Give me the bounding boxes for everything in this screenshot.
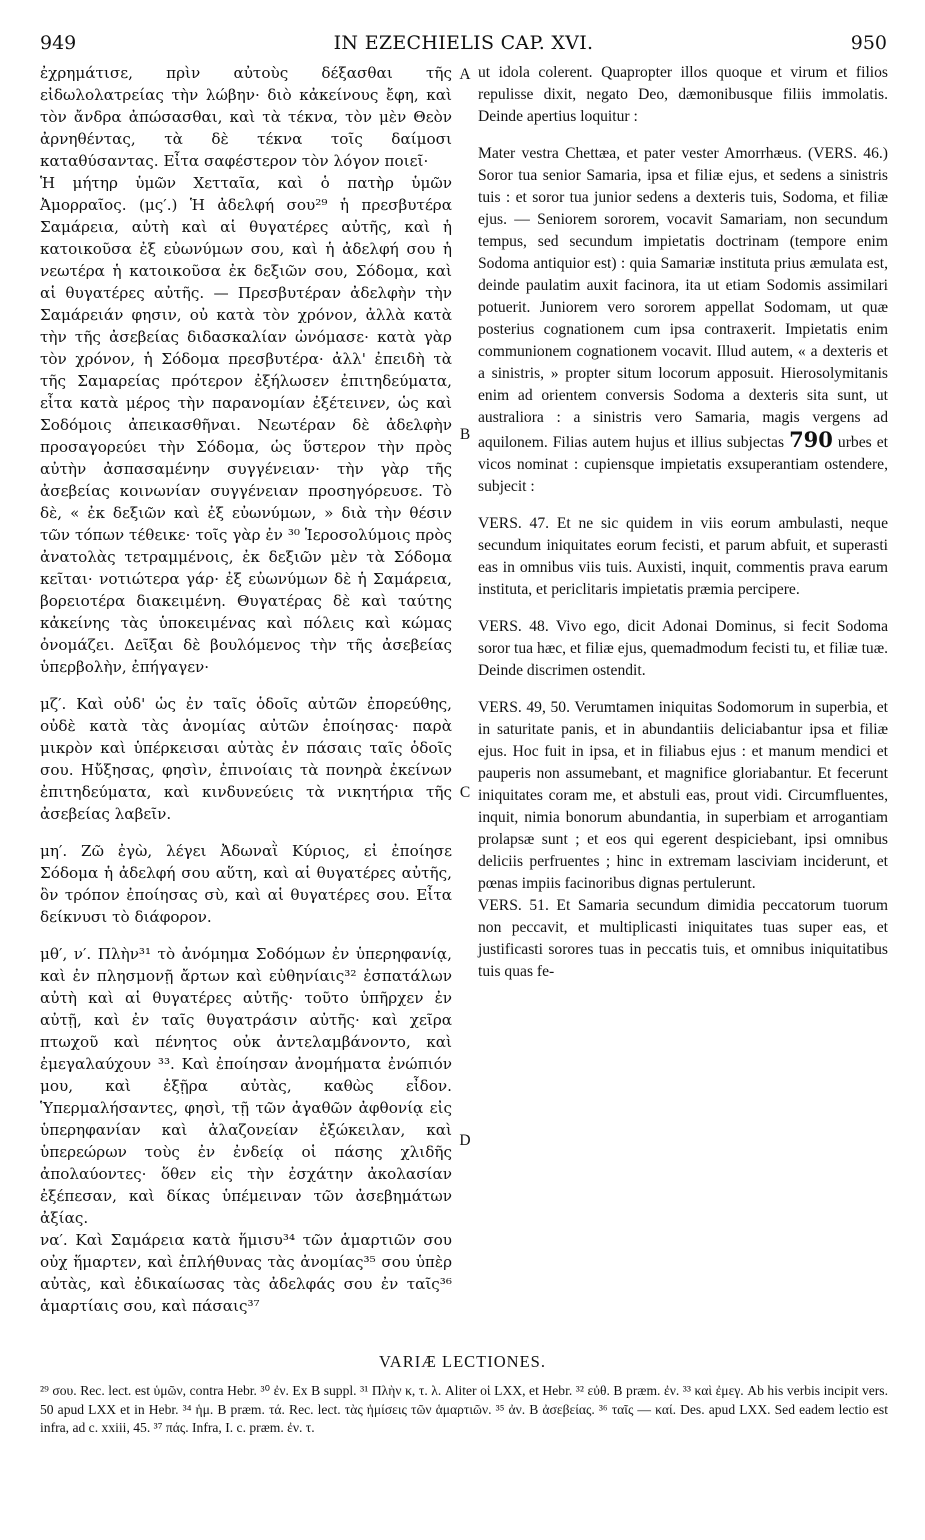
greek-paragraph: μζ′. Καὶ οὐδ' ὡς ἐν ταῖς ὁδοῖς αὐτῶν ἐπορεύθης, οὐδὲ κατὰ τὰς ἀνομίας αὐτῶν ἐποίησας· παρὰ μικρὸν καὶ ὑπέρκεισαι αὐτὰς ἐν πάσαις ταῖς ὁδοῖς σου. Ηὔξησας, φησὶν, ἐπινοίαις τὰ πονηρὰ ἐκείνων ἐπιτηδεύματα, καὶ κινδυνεύεις τὰ νικητήρια τῆς ἀσεβείας λαβεῖν.	[40, 695, 452, 823]
latin-paragraph: VERS. 48. Vivo ego, dicit Adonai Dominus, si fecit Sodoma soror tua hæc, et filiæ ejus, quemadmodum fecisti tu, et filiæ tuæ. Deinde discrimen ostendit.	[478, 618, 888, 679]
latin-paragraph: VERS. 47. Et ne sic quidem in viis eorum ambulasti, neque secundum iniquitates eorum fecisti, et parum abfuit, et superasti eas in omnibus viis tuis. Auxisti, inquit, commentis prava earum instituta, et periclitaris impietatis præmia percipere.	[478, 515, 888, 598]
margin-letter-d: D	[459, 1132, 471, 1149]
greek-paragraph: μη′. Ζῶ ἐγὼ, λέγει Ἀδωναῒ Κύριος, εἰ ἐποίησε Σόδομα ἡ ἀδελφή σου αὕτη, καὶ αἱ θυγατέρες αὐτῆς, ὃν τρόπον ἐποίησας σὺ, καὶ αἱ θυγατέρες σου. Εἶτα δείκνυσι τὸ διάφορον.	[40, 842, 452, 926]
inline-column-number: 790	[789, 427, 833, 452]
latin-paragraph: VERS. 51. Et Samaria secundum dimidia peccatorum tuorum non peccavit, et multiplicasti iniquitates tuas super eas, et justificasti sorores tuas in peccatis tuis, et omnibus iniquitatibus tuis quas fe-	[478, 897, 888, 980]
greek-paragraph: ἐχρημάτισε, πρὶν αὐτοὺς δέξασθαι τῆς εἰδωλολατρείας τὴν λώβην· διὸ κἀκείνους ἔφη, καὶ τὸν ἄνδρα ἀπώσασθαι, καὶ τὰ τέκνα, τὸν μὲν Θεὸν ἀρνηθέντας, τὰ δὲ τέκνα τοῖς δαίμοσι καταθύσαντας. Εἶτα σαφέστερον τὸν λόγον ποιεῖ·	[40, 64, 452, 170]
latin-paragraph: Mater vestra Chettæa, et pater vester Amorrhæus. (VERS. 46.) Soror tua senior Samaria, ipsa et filiæ ejus, et sedens a sinistris tuis : et soror tua junior sedens a dexteris tuis, Sodoma, et filiæ ejus. — Seniorem sororem, vocavit Samariam, non secundum tempus, sed secundum impietatis doctrinam (tempore enim Sodoma antiquior est) : quia Samariæ instituta prius æmulata est, deinde paulatim auxit facinora, ita ut etiam Sodomis assimilari potuerit. Juniorem vero sororem appellat Sodomam, ut quæ posterius cognationem cum ipsa contraxerit. Impietatis enim communionem cognationem vocavit. Illud autem, « a dexteris et a sinistris, » propter situm locorum apposuit. Hierosolymitanis enim ad orientem conversis Sodoma a dexteris sita sunt, ut australiora : a sinistris vero Samaria, magis vergens ad aquilonem. Filias autem hujus et illius subjectas 790 urbes et vicos nominat : cupiensque impietatis exsuperantiam ostendere, subjecit :	[478, 145, 888, 495]
latin-paragraph: VERS. 49, 50. Verumtamen iniquitas Sodomorum in superbia, et in saturitate panis, et in abundantiis deliciabantur ipsa et filiæ ejus. Hoc fuit in ipsa, et in filiabus ejus : et manum mendici et pauperis non assumebant, et magnifice gloriabantur. Et fecerunt iniquitates coram me, et abstuli eas, prout vidi. Circumfluentes, inquit, nimia bonorum abundantia, in superbiam et arrogantiam prolapsæ sunt ; et eos qui egerent despiciebant, ipsi omnibus deliciis perfruentes ; hinc in extremam lasciviam inciderunt, et pœnas impiis facinoribus dignas pertulerunt.	[478, 699, 888, 892]
page-header	[40, 32, 887, 62]
variae-lectiones-notes	[40, 1382, 888, 1438]
margin-letter-c: C	[459, 784, 471, 801]
greek-paragraph: Ἡ μήτηρ ὑμῶν Χετταῖα, καὶ ὁ πατὴρ ὑμῶν Ἀμορραῖος. (μς′.) Ἡ ἀδελφή σου²⁹ ἡ πρεσβυτέρα Σαμάρεια, αὐτὴ καὶ αἱ θυγατέρες αὐτῆς, καὶ ἡ κατοικοῦσα ἐξ εὐωνύμων σου, καὶ ἡ ἀδελφή σου ἡ νεωτέρα ἡ κατοικοῦσα ἐκ δεξιῶν σου, Σόδομα, καὶ αἱ θυγατέρες αὐτῆς. — Πρεσβυτέραν ἀδελφὴν τὴν Σαμάρειάν φησιν, οὐ κατὰ τὸν χρόνον, ἀλλὰ κατὰ τὴν τῆς ἀσεβείας διδασκαλίαν ὠνόμασε· κατὰ γὰρ τὸν χρόνον, ἡ Σόδομα πρεσβυτέρα· ἀλλ' ἐπειδὴ τὰ τῆς Σαμαρείας πρότερον ἐξήλωσεν ἐπιτηδεύματα, εἶτα κατὰ μέρος τὴν παρανομίαν ἐξέτεινεν, ὡς καὶ Σοδόμοις ἀπεικασθῆναι. Νεωτέραν δὲ ἀδελφὴν προσαγορεύει τὴν Σόδομα, ὡς ὕστερον τὴν πρὸς αὐτὴν ἀσπασαμένην συγγένειαν· τὴν γὰρ τῆς ἀσεβείας κοινωνίαν συγγένειαν προσηγόρευσε. Τὸ δὲ, « ἐκ δεξιῶν καὶ ἐξ εὐωνύμων, » διὰ τὴν θέσιν τῶν τόπων τέθεικε· τοῖς γὰρ ἐν ³⁰ Ἱεροσολύμοις πρὸς ἀνατολὰς τετραμμένοις, ἐκ δεξιῶν μὲν τὰ Σόδομα κεῖται· νοτιώτερα γάρ· ἐξ εὐωνύμων δὲ ἡ Σαμάρεια, βορειοτέρα διακειμένη. Θυγατέρας δὲ καὶ ταύτης κἀκείνης τὰς ὑποκειμένας καὶ πόλεις καὶ κώμας ὀνομάζει. Δεῖξαι δὲ βουλόμενος τὴν τῆς ἀσεβείας ὑπερβολὴν, ἐπήγαγεν·	[40, 174, 452, 676]
latin-paragraph: ut idola colerent. Quapropter illos quoque et virum et filios repulisse dixit, negato Deo, dæmonibusque filiis immolatis. Deinde apertius loquitur :	[478, 64, 888, 125]
greek-paragraph: να′. Καὶ Σαμάρεια κατὰ ἥμισυ³⁴ τῶν ἁμαρτιῶν σου οὐχ ἥμαρτεν, καὶ ἐπλήθυνας τὰς ἀνομίας³⁵ σου ὑπὲρ αὐτὰς, καὶ ἐδικαίωσας τὰς ἀδελφάς σου ἐν ταῖς³⁶ ἁμαρτίαις σου, καὶ πάσαις³⁷	[40, 1231, 452, 1315]
greek-paragraph: μθ′, ν′. Πλὴν³¹ τὸ ἀνόμημα Σοδόμων ἐν ὑπερηφανίᾳ, καὶ ἐν πλησμονῇ ἄρτων καὶ εὐθηνίαις³² ἐσπατάλων αὐτὴ καὶ αἱ θυγατέρες αὐτῆς· τοῦτο ὑπῆρχεν ἐν αὐτῇ, καὶ ἐν ταῖς θυγατράσιν αὐτῆς· καὶ χεῖρα πτωχοῦ καὶ πένητος οὐκ ἀντελαμβάνοντο, καὶ ἐμεγαλαύχουν ³³. Καὶ ἐποίησαν ἀνομήματα ἐνώπιόν μου, καὶ ἐξῇρα αὐτὰς, καθὼς εἶδον. Ὑπερμαλήσαντες, φησὶ, τῇ τῶν ἀγαθῶν ἀφθονίᾳ εἰς ὑπερηφανίαν καὶ ἀλαζονείαν ἐξώκειλαν, καὶ ὑπερεώρων τοὺς ἐν ἐνδείᾳ οἱ πάσης χλιδῆς ἀπολαύοντες· ὅθεν εἰς τὴν ἐσχάτην ἀκολασίαν ἐξέπεσαν, καὶ δίκας ὑπέμειναν τῶν ἀσεβημάτων ἀξίας.	[40, 945, 452, 1227]
margin-letter-a: A	[459, 66, 471, 83]
greek-column	[40, 62, 452, 1317]
margin-letter-b: B	[459, 426, 471, 443]
latin-column	[478, 62, 888, 983]
footnotes-text: ²⁹ σου. Rec. lect. est ὑμῶν, contra Hebr. ³⁰ ἐν. Ex B suppl. ³¹ Πλὴν κ, τ. λ. Aliter οἱ LXX, et Hebr. ³² εὐθ. B præm. ἐν. ³³ καὶ ἐμεγ. Ab his verbis incipit vers. 50 apud LXX et in Hebr. ³⁴ ἡμ. B præm. τά. Rec. lect. τὰς ἡμίσεις τῶν ἁμαρτιῶν. ³⁵ ἀν. B ἀσεβείας. ³⁶ ταῖς — καί. Des. apud LXX. Sed eadem lectio est infra, ad c. xxiii, 45. ³⁷ πάς. Infra, I. c. præm. ἐν. τ.	[40, 1383, 888, 1435]
left-column-number: 949	[40, 32, 77, 54]
running-title: IN EZECHIELIS CAP. XVI.	[333, 32, 594, 54]
variae-lectiones-title: VARIÆ LECTIONES.	[379, 1352, 546, 1371]
right-column-number: 950	[850, 32, 887, 54]
